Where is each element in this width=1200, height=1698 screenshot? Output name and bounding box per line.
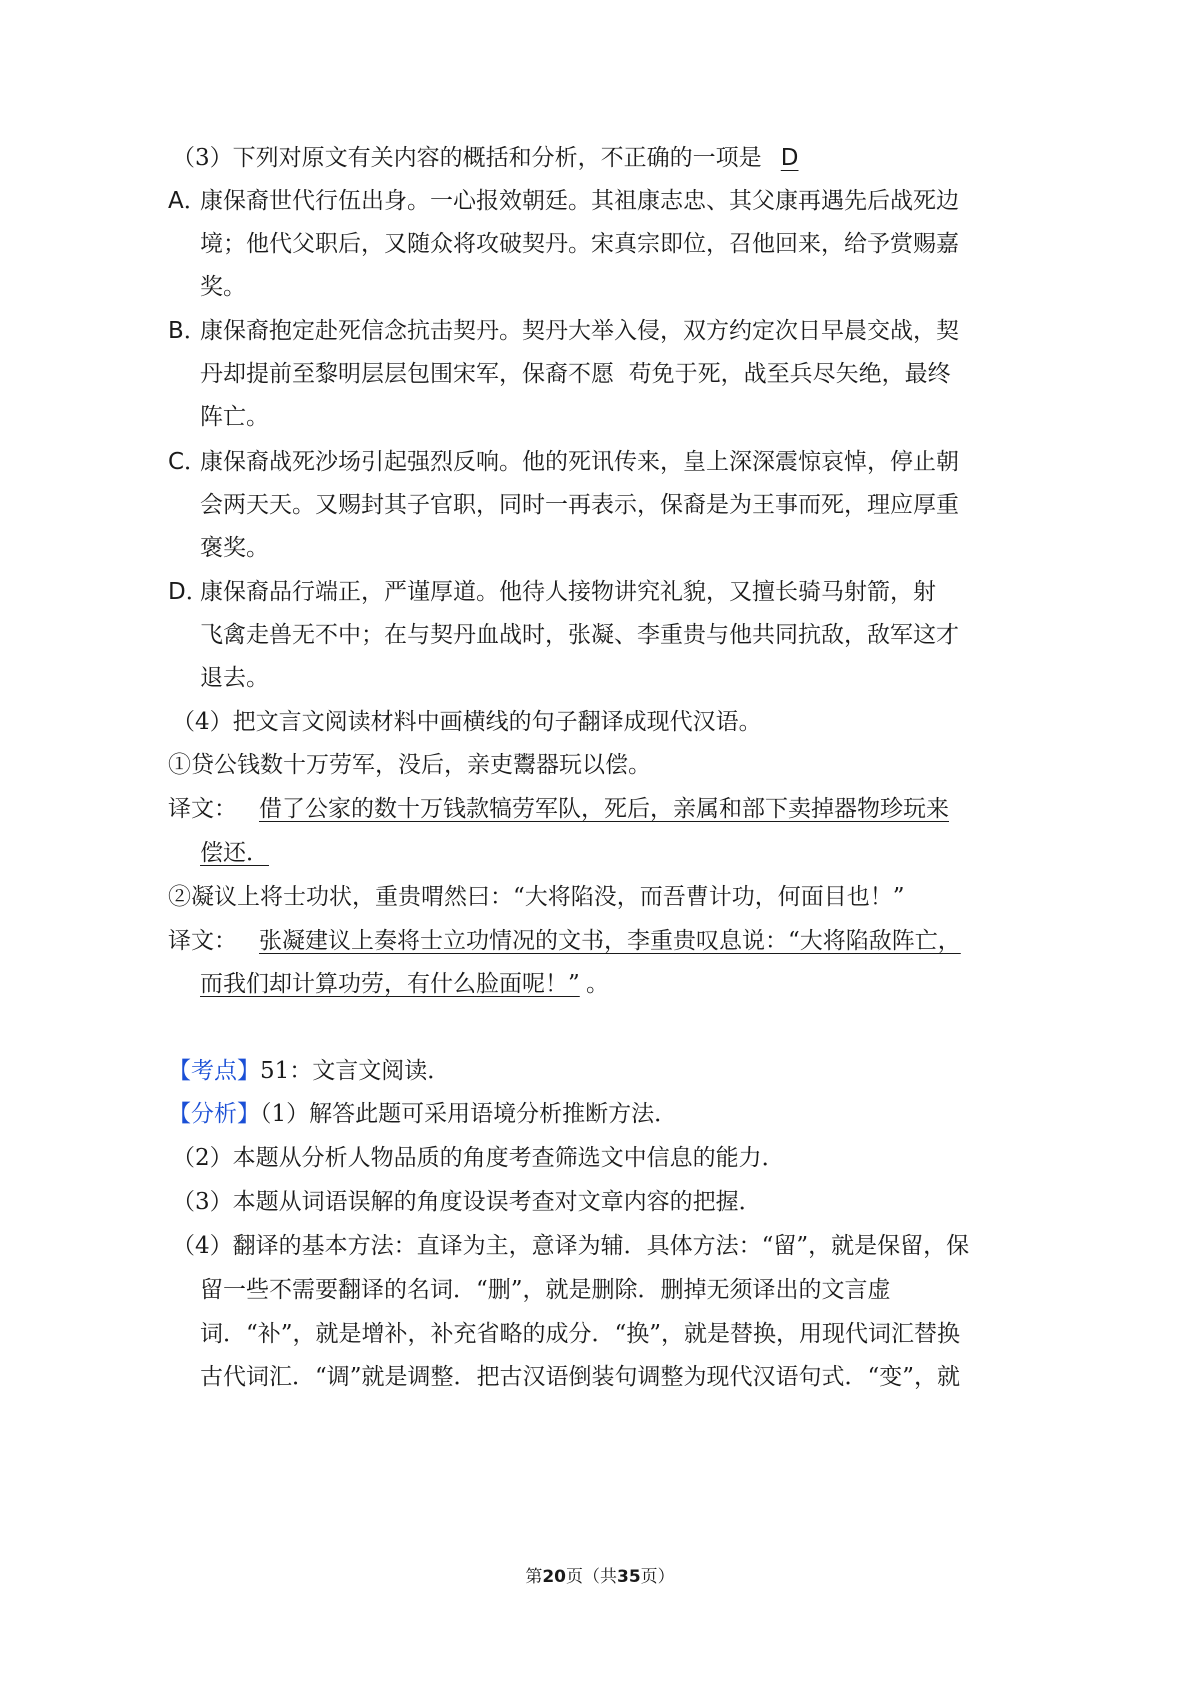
option-b-line2: 丹却提前至黎明层层包围宋军，保裔不愿 苟免于死，战至兵尽矢绝，最终	[200, 361, 951, 387]
translation-2-label: 译文：	[168, 928, 237, 954]
option-d-label: D．	[168, 579, 209, 605]
fenxi-text: （1）解答此题可采用语境分析推断方法．	[260, 1101, 678, 1127]
footer-suffix: 页）	[640, 1567, 675, 1587]
option-d-line1: 康保裔品行端正，严谨厚道。他待人接物讲究礼貌，又擅长骑马射箭，射	[200, 579, 936, 605]
kaodian-tag: 【考点】	[168, 1058, 260, 1084]
q4-sentence-2: ②凝议上将士功状，重贵喟然曰：“大将陷没，而吾曹计功，何面目也！”	[168, 884, 905, 910]
fenxi-row	[168, 1099, 677, 1129]
q3-answer: D	[780, 145, 799, 171]
option-c-line2: 会两天天。又赐封其子官职，同时一再表示，保裔是为王事而死，理应厚重	[200, 492, 959, 518]
analysis-p4-line4: 古代词汇．“调”就是调整．把古汉语倒装句调整为现代汉语句式．“变”，就	[200, 1364, 961, 1390]
translation-1-line1: 借了公家的数十万钱款犒劳军队，死后，亲属和部下卖掉器物珍玩来	[259, 796, 949, 822]
analysis-p3: （3）本题从词语误解的角度设误考查对文章内容的把握．	[172, 1189, 762, 1215]
analysis-p4-line2: 留一些不需要翻译的名词．“删”，就是删除．删掉无须译出的文言虚	[200, 1277, 891, 1303]
option-a-line2: 境；他代父职后，又随众将攻破契丹。宋真宗即位，召他回来，给予赏赐嘉	[200, 231, 959, 257]
option-b-line3: 阵亡。	[200, 404, 269, 430]
kaodian-row	[168, 1056, 450, 1086]
translation-1-line2: 偿还．	[200, 840, 269, 866]
translation-2-end: 。	[586, 971, 609, 997]
translation-1-label: 译文：	[168, 796, 237, 822]
q4-translation-1-cont	[200, 838, 286, 868]
q4-sentence-1: ①贷公钱数十万劳军，没后，亲吏鬻器玩以偿。	[168, 752, 651, 778]
footer-mid: 页（共	[566, 1567, 617, 1587]
footer-total-pages: 35	[617, 1567, 641, 1587]
translation-2-line2: 而我们却计算功劳，有什么脸面呢！”	[200, 971, 580, 997]
analysis-p4-line1: （4）翻译的基本方法：直译为主，意译为辅．具体方法：“留”，就是保留，保	[172, 1233, 970, 1259]
option-a-line3: 奖。	[200, 274, 246, 300]
option-a-label: A．	[168, 188, 207, 214]
kaodian-text: 51：文言文阅读．	[260, 1058, 451, 1084]
q4-translation-1	[168, 794, 949, 824]
page-footer	[0, 1565, 1200, 1589]
q3-stem	[172, 143, 818, 173]
q4-stem: （4）把文言文阅读材料中画横线的句子翻译成现代汉语。	[172, 709, 762, 735]
option-d-line3: 退去。	[200, 665, 269, 691]
option-b-line1: 康保裔抱定赴死信念抗击契丹。契丹大举入侵，双方约定次日早晨交战，契	[200, 318, 959, 344]
analysis-p2: （2）本题从分析人物品质的角度考查筛选文中信息的能力．	[172, 1145, 785, 1171]
option-b-label: B．	[168, 318, 207, 344]
option-c-line1: 康保裔战死沙场引起强烈反响。他的死讯传来，皇上深深震惊哀悼，停止朝	[200, 449, 959, 475]
analysis-p4-line3: 词．“补”，就是增补，补充省略的成分．“换”，就是替换，用现代词汇替换	[200, 1321, 961, 1347]
option-c-line3: 褒奖。	[200, 535, 269, 561]
q3-stem-text: （3）下列对原文有关内容的概括和分析，不正确的一项是	[172, 145, 762, 171]
option-a-line1: 康保裔世代行伍出身。一心报效朝廷。其祖康志忠、其父康再遇先后战死边	[200, 188, 959, 214]
option-c-label: C．	[168, 449, 208, 475]
footer-prefix: 第	[525, 1567, 543, 1587]
q4-translation-2	[168, 926, 961, 956]
footer-page-number: 20	[542, 1567, 566, 1587]
q4-translation-2-cont	[200, 969, 609, 999]
option-d-line2: 飞禽走兽无不中；在与契丹血战时，张凝、李重贵与他共同抗敌，敌军这才	[200, 622, 959, 648]
translation-2-line1: 张凝建议上奏将士立功情况的文书，李重贵叹息说：“大将陷敌阵亡，	[259, 928, 961, 954]
fenxi-tag: 【分析】	[168, 1101, 260, 1127]
